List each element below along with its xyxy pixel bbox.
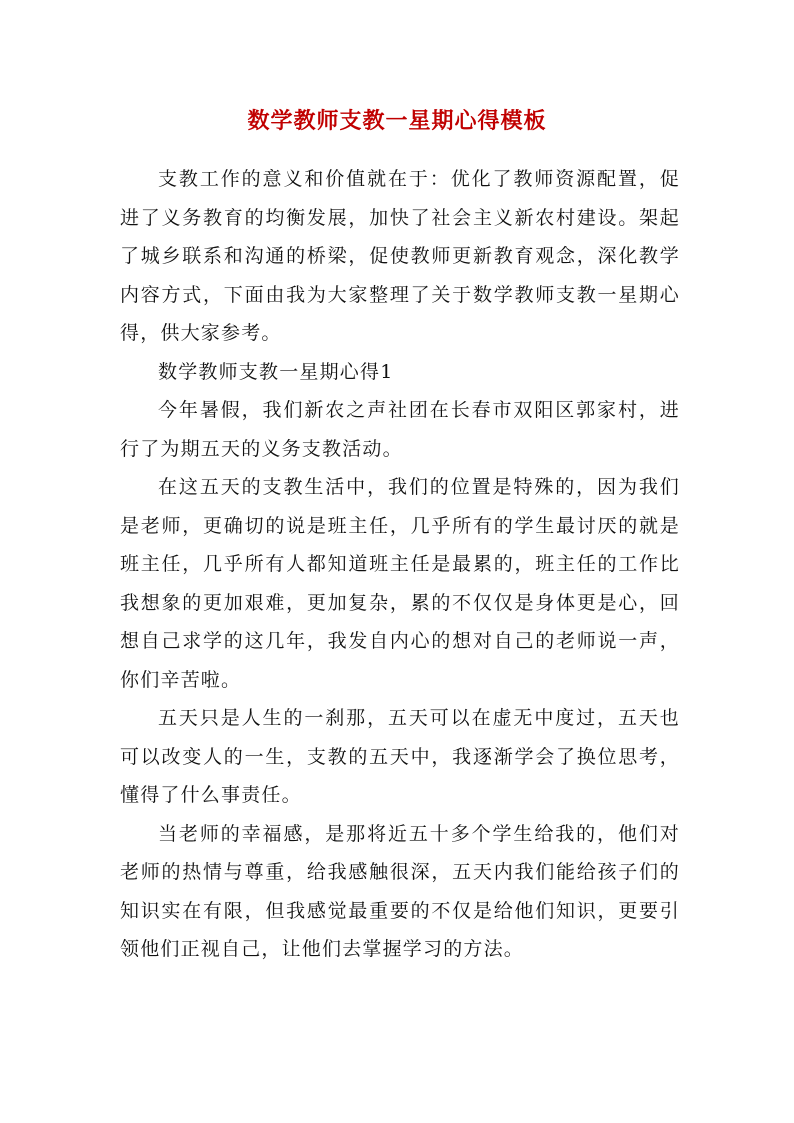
document-body [120,160,680,969]
section-heading: 数学教师支教一星期心得1 [158,360,394,383]
body-paragraph: 当老师的幸福感，是那将近五十多个学生给我的，他们对老师的热情与尊重，给我感触很深，五天内我们能给孩子们的知识实在有限，但我感觉最重要的不仅是给他们知识，更要引领他们正视自己，让他们去掌握学习的方法。 [120,822,680,960]
body-paragraph: 在这五天的支教生活中，我们的位置是特殊的，因为我们是老师，更确切的说是班主任，几乎所有的学生最讨厌的就是班主任，几乎所有人都知道班主任是最累的，班主任的工作比我想象的更加艰难，更加复杂，累的不仅仅是身体更是心，回想自己求学的这几年，我发自内心的想对自己的老师说一声，你们辛苦啦。 [120,476,680,691]
intro-paragraph: 支教工作的意义和价值就在于：优化了教师资源配置，促进了义务教育的均衡发展，加快了社会主义新农村建设。架起了城乡联系和沟通的桥梁，促使教师更新教育观念，深化教学内容方式，下面由我为大家整理了关于数学教师支教一星期心得，供大家参考。 [120,168,680,344]
document-title: 数学教师支教一星期心得模板 [247,108,547,134]
body-paragraph: 五天只是人生的一刹那，五天可以在虚无中度过，五天也可以改变人的一生，支教的五天中，我逐渐学会了换位思考，懂得了什么事责任。 [120,707,680,806]
body-paragraph: 今年暑假，我们新农之声社团在长春市双阳区郭家村，进行了为期五天的义务支教活动。 [120,399,680,460]
